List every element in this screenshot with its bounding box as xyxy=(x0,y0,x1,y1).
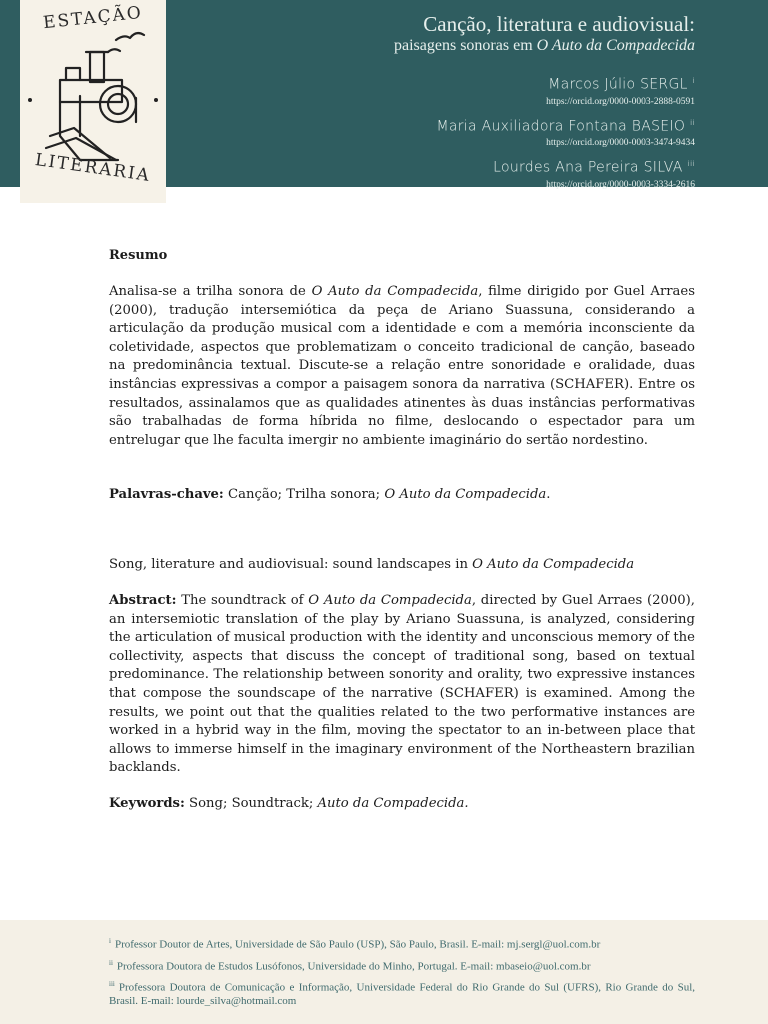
subtitle-italic: O Auto da Compadecida xyxy=(536,37,695,54)
journal-logo xyxy=(20,0,166,203)
author-mark: iii xyxy=(687,159,695,169)
footnote-mark: i xyxy=(109,937,111,945)
keywords-pt-label: Palavras-chave: xyxy=(109,487,224,502)
logo-word-bottom: LITERÁRIA xyxy=(33,149,153,187)
resumo-text-rest: , filme dirigido por Guel Arraes (2000), tradução intersemiótica da peça de Ariano Suassuna, considerando a articulação da produção musical com a identidade e com a memória inconsciente da coletividade, aspectos que problematizam o conceito tradicional de canção, baseado na predominância textual. Discute-se a relação entre sonoridade e oralidade, duas instâncias expressivas a compor a paisagem sonora da narrativa (SCHAFER). Entre os resultados, assinalamos que as qualidades atinentes às duas instâncias performativas são trabalhadas de forma híbrida no filme, deslocando o espectador para um entrelugar que lhe faculta imergir no ambiente imaginário do sertão nordestino. xyxy=(109,284,695,448)
footnote-text: Professora Doutora de Estudos Lusófonos, Universidade do Minho, Portugal. E-mail: mbaseio@uol.com.br xyxy=(116,960,591,973)
footnote-mark: ii xyxy=(109,959,113,967)
keywords-pt-italic: O Auto da Compadecida xyxy=(384,487,547,502)
footnote-2 xyxy=(109,957,695,974)
author-1-orcid[interactable]: https://orcid.org/0000-0003-2888-0591 xyxy=(546,96,695,107)
resumo-italic: O Auto da Compadecida xyxy=(311,284,479,299)
footnote-text: Professora Doutora de Comunicação e Informação, Universidade Federal do Rio Grande do Sul (UFRS), Rio Grande do Sul, Brasil. E-mail: lourde_silva@hotmail.com xyxy=(109,981,695,1007)
author-3-orcid[interactable]: https://orcid.org/0000-0003-3334-2616 xyxy=(546,179,695,190)
keywords-pt-end: . xyxy=(546,487,551,502)
english-title-text: Song, literature and audiovisual: sound landscapes in xyxy=(109,557,473,572)
author-name: Lourdes Ana Pereira SILVA xyxy=(493,159,683,176)
resumo-text: Analisa-se a trilha sonora de xyxy=(109,284,312,299)
subtitle-text: paisagens sonoras em xyxy=(394,37,537,54)
footnote-1 xyxy=(109,935,695,952)
header-info xyxy=(394,12,695,191)
article-title: Canção, literatura e audiovisual: xyxy=(423,12,695,36)
footnote-3 xyxy=(109,978,695,1008)
keywords-en-italic: Auto da Compadecida. xyxy=(317,796,469,811)
resumo-heading: Resumo xyxy=(109,248,168,263)
english-title xyxy=(109,557,695,572)
author-mark: ii xyxy=(689,117,695,127)
author-1 xyxy=(394,72,695,94)
resumo-paragraph xyxy=(109,283,695,450)
keywords-pt-text: Canção; Trilha sonora; xyxy=(223,487,385,502)
keywords-en xyxy=(109,796,695,811)
abstract-paragraph xyxy=(109,592,695,778)
abstract-italic: O Auto da Compadecida xyxy=(308,593,472,608)
footnote-text: Professor Doutor de Artes, Universidade de São Paulo (USP), São Paulo, Brasil. E-mail: mj.sergl@uol.com.br xyxy=(114,938,601,951)
abstract-label: Abstract: xyxy=(109,593,177,608)
author-3 xyxy=(394,155,695,177)
keywords-en-label: Keywords: xyxy=(109,796,185,811)
author-name: Maria Auxiliadora Fontana BASEIO xyxy=(436,118,686,135)
footnote-mark: iii xyxy=(109,980,115,988)
abstract-text-rest: , directed by Guel Arraes (2000), an intersemiotic translation of the play by Ariano Suassuna, is analyzed, considering the articulation of musical production with the identity and unconscious memory of the collectivity, aspects that discuss the concept of traditional song, based on textual predominance. The relationship between sonority and orality, two expressive instances that compose the soundscape of the narrative (SCHAFER) is examined. Among the results, we point out that the qualities related to the two performative instances are worked in a hybrid way in the film, moving the spectator to an in-between place that allows to immerse himself in the imaginary environment of the Northeastern brazilian backlands. xyxy=(109,593,695,776)
keywords-pt xyxy=(109,487,695,502)
article-subtitle xyxy=(394,36,695,56)
logo-word-top: ESTAÇÃO xyxy=(42,2,144,34)
author-2 xyxy=(394,114,695,136)
english-title-italic: O Auto da Compadecida xyxy=(472,557,635,572)
footnotes-area xyxy=(0,920,768,1024)
author-2-orcid[interactable]: https://orcid.org/0000-0003-3474-9434 xyxy=(546,138,695,149)
author-mark: i xyxy=(692,76,695,85)
abstract-text: The soundtrack of xyxy=(176,593,309,608)
keywords-en-text: Song; Soundtrack; xyxy=(184,796,318,811)
author-name: Marcos Júlio SERGL xyxy=(548,76,688,93)
